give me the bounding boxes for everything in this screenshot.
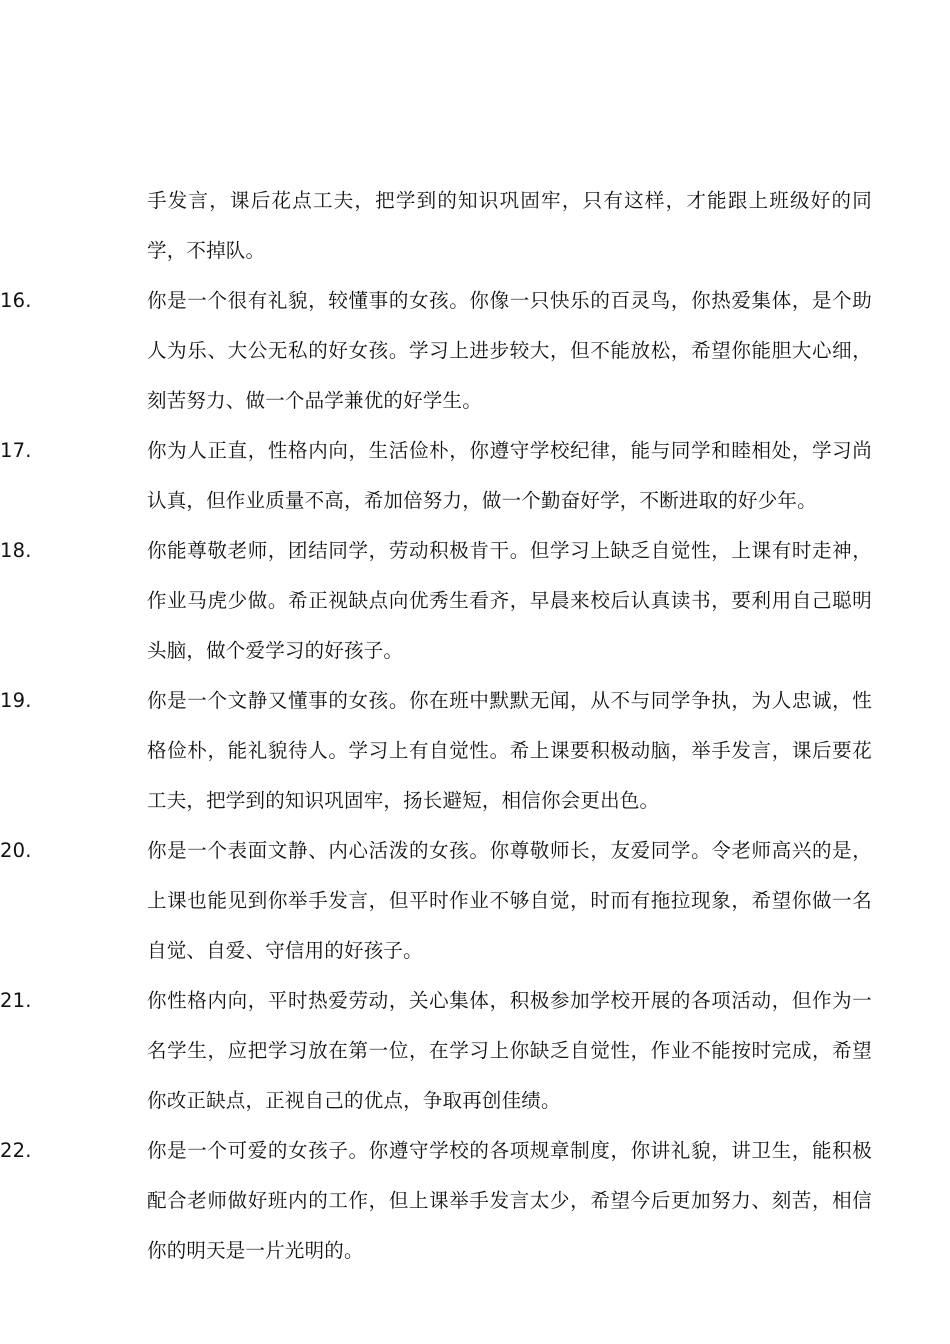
item-text: 你是一个表面文静、内心活泼的女孩。你尊敬师长，友爱同学。令老师高兴的是，上课也能见到你举手发言，但平时作业不够自觉，时而有拖拉现象，希望你做一名自觉、自爱、守信用的好孩子。 bbox=[147, 839, 872, 962]
item-text: 你是一个很有礼貌，较懂事的女孩。你像一只快乐的百灵鸟，你热爱集体，是个助人为乐、大公无私的好女孩。学习上进步较大，但不能放松，希望你能胆大心细，刻苦努力、做一个品学兼优的好学生。 bbox=[147, 289, 872, 412]
item-number: 19. bbox=[0, 689, 32, 712]
item-number: 16. bbox=[0, 289, 32, 312]
item-text: 你性格内向，平时热爱劳动，关心集体，积极参加学校开展的各项活动，但作为一名学生，应把学习放在第一位，在学习上你缺乏自觉性，作业不能按时完成，希望你改正缺点，正视自己的优点，争取再创佳绩。 bbox=[147, 989, 872, 1112]
item-text: 你能尊敬老师，团结同学，劳动积极肯干。但学习上缺乏自觉性，上课有时走神，作业马虎少做。希正视缺点向优秀生看齐，早晨来校后认真读书，要利用自己聪明头脑，做个爱学习的好孩子。 bbox=[147, 539, 872, 662]
item-number: 21. bbox=[0, 989, 32, 1012]
item-number: 17. bbox=[0, 439, 32, 462]
list-item bbox=[0, 426, 872, 526]
item-text: 你是一个文静又懂事的女孩。你在班中默默无闻，从不与同学争执，为人忠诚，性格俭朴，能礼貌待人。学习上有自觉性。希上课要积极动脑，举手发言，课后要花工夫，把学到的知识巩固牢，扬长避短，相信你会更出色。 bbox=[147, 689, 872, 812]
list-item bbox=[0, 526, 872, 676]
list-item bbox=[0, 976, 872, 1126]
comments-list bbox=[0, 176, 950, 1276]
item-number: 20. bbox=[0, 839, 32, 862]
item-number: 18. bbox=[0, 539, 32, 562]
continuation-paragraph: 手发言，课后花点工夫，把学到的知识巩固牢，只有这样，才能跟上班级好的同学，不掉队。 bbox=[147, 189, 872, 262]
list-item bbox=[0, 676, 872, 826]
list-item bbox=[0, 1126, 872, 1276]
list-item bbox=[0, 826, 872, 976]
item-number: 22. bbox=[0, 1139, 32, 1162]
list-item bbox=[0, 276, 872, 426]
item-text: 你是一个可爱的女孩子。你遵守学校的各项规章制度，你讲礼貌，讲卫生，能积极配合老师做好班内的工作，但上课举手发言太少，希望今后更加努力、刻苦，相信你的明天是一片光明的。 bbox=[147, 1139, 872, 1262]
item-text: 你为人正直，性格内向，生活俭朴，你遵守学校纪律，能与同学和睦相处，学习尚认真，但作业质量不高，希加倍努力，做一个勤奋好学，不断进取的好少年。 bbox=[147, 439, 872, 512]
